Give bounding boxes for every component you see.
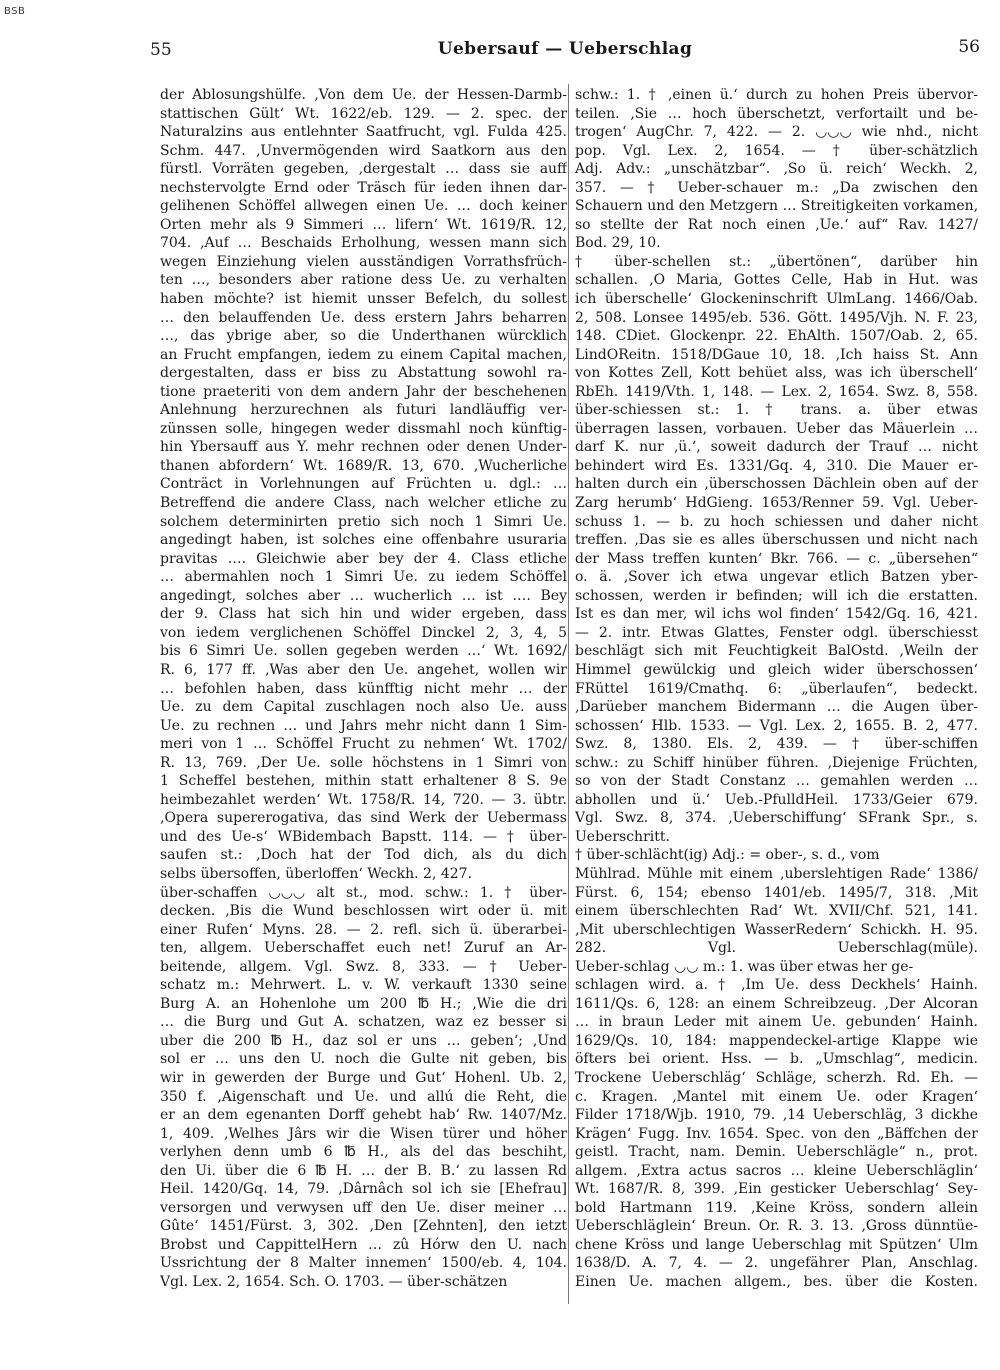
page-number-right: 56 [958,37,980,57]
text-line: Ue. zu dem Capital zuschlagen noch also Ue. auss [160,699,567,716]
text-line: schuss 1. — b. zu hoch schiessen und daher nicht [575,513,978,530]
text-line: ‚Darüeber manchem Bidermann … die Augen über- [575,699,978,716]
text-line: er an dem egenanten Dorff gehebt hab‘ Rw. 1407/Mz. [160,1107,567,1124]
text-line: Orten mehr als 9 Simmeri … lifern‘ Wt. 1619/R. 12, [160,216,567,233]
text-line: teilen. ‚Sie … hoch überschetzt, verfortailt und be- [575,105,978,122]
text-line: — 2. intr. Etwas Glattes, Fenster odgl. überschiesst [575,624,978,641]
running-head: Uebersauf — Ueberschlag [437,39,693,59]
text-line: so stellte der Rat noch einen ‚Ue.‘ auf“ Rav. 1427/ [575,216,978,233]
page-header [150,34,980,64]
text-line: 1611/Qs. 6, 128: an einem Schreibzeug. ‚Der Alcoran [575,995,978,1012]
text-line: über-schiessen st.: 1. † trans. a. über etwas [575,402,978,419]
text-line: Adj. Adv.: „unschätzbar“. ‚So ü. reich‘ Weckh. 2, [575,161,978,178]
text-line: behindert wird Es. 1331/Gq. 4, 310. Die Mauer er- [575,457,978,474]
text-line: … befohlen haben, dass künfftig nicht mehr … der [160,680,567,697]
text-line: o. ä. ‚Sover ich etwa ungevar etlich Batzen yber- [575,569,978,586]
text-line: Himmel gewülckig und gleich wider überschossen‘ [575,661,978,678]
text-line: zünssen solle, hingegen weder dissmahl noch künftig- [160,420,567,437]
text-line: c. Kragen. ‚Mantel mit einem Ue. oder Kragen‘ [575,1088,978,1105]
text-line: halten durch ein ‚überschossen Dächlein oben auf der [575,476,978,493]
text-line: so von der Stadt Constanz … gemahlen werden … [575,773,978,790]
text-line: LindOReitn. 1518/DGaue 10, 18. ‚Ich haiss St. Ann [575,346,978,363]
text-line: einem überschlechten Rad‘ Wt. XVII/Chf. 521, 141. [575,903,978,920]
text-line: R. 6, 177 ff. ‚Was aber den Ue. angehet, wollen wir [160,661,567,678]
text-line: pravitas …. Gleichwie aber bey der 4. Class etliche [160,550,567,567]
text-line: Mühlrad. Mühle mit einem ‚uberslehtigen Rade‘ 1386/ [575,865,978,882]
text-line: allgem. ‚Extra actus sacros … kleine Ueberschläglin‘ [575,1162,978,1179]
text-line: Conträct in Vorlehnungen auf Früchten u. dgl.: … [160,476,567,493]
text-line: versorgen und verwysen uff den Ue. diser meiner … [160,1199,567,1216]
text-line: Heil. 1420/Gq. 14, 79. ‚Dârnâch sol ich sie [Ehefrau] [160,1181,567,1198]
text-line: … die Burg und Gut A. schatzen, waz ez besser si [160,1014,567,1031]
text-line: Ist es dan mer, wil ichs wol finden‘ 1542/Gq. 16, 421. [575,606,978,623]
text-line: sol er … uns den U. noch die Gulte nit geben, bis [160,1051,567,1068]
right-column [575,86,978,1292]
text-line: Wt. 1687/R. 8, 399. ‚Ein gesticker Ueberschlag‘ Sey- [575,1181,978,1198]
text-line: FRüttel 1619/Cmathq. 6: „überlaufen“, bedeckt. [575,680,978,697]
text-line: schw.: zu Schiff hinüber führen. ‚Diejenige Früchten, [575,754,978,771]
text-line: Bod. 29, 10. [575,235,661,252]
text-line: an Frucht empfangen, iedem zu einem Capital machen, [160,346,567,363]
text-line: fürstl. Vorräten gegeben, ‚dergestalt … dass sie auff [160,161,567,178]
text-line: wegen Einziehung vielen ausständigen Vorrathsfrüch- [160,253,567,270]
text-line: Ueberschritt. [575,828,670,845]
text-line: einer Rufen‘ Myns. 28. — 2. refl. sich ü. überarbei- [160,921,567,938]
text-line: 704. ‚Auf … Beschaids Erholhung, wessen mann sich [160,235,567,252]
text-line: überragen lassen, vorbauen. Ueber das Mäuerlein … [575,420,978,437]
text-line: beitende, allgem. Vgl. Swz. 8, 333. — † Ueber- [160,958,567,975]
text-line: Gûte‘ 1451/Fürst. 3, 302. ‚Den [Zehnten], den ietzt [160,1218,567,1235]
text-line: der Ablosungshülfe. ‚Von dem Ue. der Hessen-Darmb- [160,87,567,103]
text-line: darf K. nur ‚ü.‘, soweit dadurch der Trauf … nicht [575,439,978,456]
text-line: schallen. ‚O Maria, Gottes Celle, Hab in Hut. was [575,272,978,289]
text-line: der 9. Class hat sich hin und wider ergeben, dass [160,606,567,623]
text-line: wir in gewerden der Burge und Gut‘ Hohenl. Ub. 2, [160,1069,567,1086]
text-line: und des Ue-s‘ WBidembach Bapstt. 114. — † über- [160,828,567,845]
text-line: bold Hartmann 119. ‚Keine Kröss, sondern allein [575,1199,978,1216]
text-line: 2, 508. Lonsee 1495/eb. 536. Gött. 1495/Vjh. N. F. 23, [575,309,978,326]
text-line: Vgl. Swz. 8, 374. ‚Ueberschiffung‘ SFrank Spr., s. [575,810,978,827]
text-line: 1, 409. ‚Welhes Jârs wir die Wisen türer und höher [160,1125,567,1142]
text-line: solchem determinirten pretio sich noch 1 Simri Ue. [160,513,567,530]
text-line: Burg A. an Hohenlohe um 200 ℔ H.; ‚Wie die dri [160,995,567,1012]
text-line: den Ui. über die 6 ℔ H. … der B. B.‘ zu lassen Rd [160,1162,567,1179]
text-line: Filder 1718/Wjb. 1910, 79. ‚14 Ueberschläg, 3 dickhe [575,1107,978,1124]
text-line: ten, allgem. Ueberschaffet euch net! Zuruf an Ar- [160,940,567,957]
text-line: † über-schellen st.: „übertönen“, darüber hin [575,253,978,270]
text-line: schossen‘ Hlb. 1533. — Vgl. Lex. 2, 1655. B. 2, 477. [575,717,978,734]
text-line: ‚Opera supererogativa, das sind Werk der Uebermass [160,810,567,827]
text-line: angedingt, solches aber … wucherlich … ist …. Bey [160,587,567,604]
text-line: … den belauffenden Ue. dess erstern Jahrs beharren [160,309,567,326]
text-line: saufen st.: ‚Doch hat der Tod dich, als du dich [160,847,567,864]
text-line: … in braun Leder mit ainem Ue. gebunden‘ Hainh. [575,1014,978,1031]
text-line: … abermahlen noch 1 Simri Ue. zu iedem Schöffel [160,569,567,586]
text-line: Vgl. Lex. 2, 1654. Sch. O. 1703. — über-schätzen [160,1274,508,1290]
text-line: trogen‘ AugChr. 7, 422. — 2. ◡◡◡ wie nhd., nicht [575,124,978,141]
text-line: Fürst. 6, 154; ebenso 1401/eb. 1495/7, 318. ‚Mit [575,884,978,901]
text-line: Ue. zu rechnen … und Jahrs mehr nicht dann 1 Sim- [160,717,567,734]
text-line: heimbezahlet werden‘ Wt. 1758/R. 14, 720. — 3. übtr. [160,791,567,808]
text-line: Schauern und den Metzgern … Streitigkeiten vorkamen, [575,198,978,215]
text-line: Schm. 447. ‚Unvermögenden wird Saatkorn aus den [160,142,567,159]
text-line: schossen, werden ir befinden; will ich die erstatten. [575,587,978,604]
text-line: Ussrichtung der 8 Malter innemen‘ 1500/eb. 4, 104. [160,1255,567,1272]
text-line: R. 13, 769. ‚Der Ue. solle höchstens in 1 Simri von [160,754,567,771]
text-line: Einen Ue. machen allgem., bes. über die Kosten. [575,1274,978,1290]
page-number-left: 55 [150,40,172,60]
text-line: Anlehnung herzurechnen als futuri landläuffig ver- [160,402,567,419]
text-line: RbEh. 1419/Vth. 1, 148. — Lex. 2, 1654. Swz. 8, 558. [575,383,978,400]
text-line: Betreffend die andere Class, nach welcher etliche zu [160,495,567,512]
column-divider [568,84,569,1304]
text-line: tione praeteriti von dem andern Jahr der beschehenen [160,383,567,400]
text-line: beschlägt sich mit Feuchtigkeit BalOstd. ‚Weiln der [575,643,978,660]
text-line: Trockene Ueberschläg‘ Schläge, scherzh. Rd. Eh. — [575,1069,978,1086]
text-line: chene Kröss und lange Ueberschlag mit Spützen‘ Ulm [575,1236,978,1253]
text-line: Krägen‘ Fugg. Inv. 1654. Spec. von den „Bäffchen der [575,1125,978,1142]
text-line: Ueber-schlag ◡◡ m.: 1. was über etwas her ge- [575,958,914,975]
text-line: öfters bei orient. Hss. — b. „Umschlag“, medicin. [575,1051,978,1068]
text-line: gelihenen Schöffel allwegen einen Ue. … doch keiner [160,198,567,215]
text-line: der Mass treffen kunten‘ Bkr. 766. — c. „übersehen“ [575,550,978,567]
text-line: 282. Vgl. Ueberschlag(müle). [575,940,978,957]
library-stamp: BSB [4,6,26,17]
text-line: schw.: 1. † ‚einen ü.‘ durch zu hohen Preis übervor- [575,87,978,103]
text-line: 1 Scheffel bestehen, mithin statt erhaltener 8 S. 9e [160,773,567,790]
text-line: schatz m.: Mehrwert. L. v. W. verkauft 1330 seine [160,977,567,994]
text-line: nechstervolgte Ernd oder Träsch für ieden ihnen dar- [160,179,567,196]
text-line: selbs übersoffen, überloffen‘ Weckh. 2, 427. [160,865,473,882]
text-line: schlagen wird. a. † ‚Im Ue. dess Deckhels‘ Hainh. [575,977,978,994]
text-line: decken. ‚Bis die Wund beschlossen wirt oder ü. mit [160,903,567,920]
text-line: dergestalten, dass er biss zu Abstattung sowohl ra- [160,365,567,382]
text-line: verlyhen denn umb 6 ℔ H., als del das beschiht, [160,1144,567,1161]
text-line: treffen. ‚Das sie es alles überschussen und nicht nach [575,532,978,549]
text-line: geistl. Tracht, nam. Demin. Ueberschlägle“ n., prot. [575,1144,978,1161]
text-line: ich überschelle‘ Glockeninschrift UlmLang. 1466/Oab. [575,291,978,308]
text-line: ‚Mit uberschlechtigen WasserRedern‘ Schickh. H. 95. [575,921,978,938]
text-line: von iedem verglichenen Schöffel Dinckel 2, 3, 4, 5 [160,624,567,641]
text-line: von Kottes Zell, Kott behüet alss, was ich überschell‘ [575,365,978,382]
text-line: † über-schlächt(ig) Adj.: = ober-, s. d., vom [575,847,880,864]
text-line: uber die 200 ℔ H., daz sol er uns … geben‘; ‚Und [160,1032,567,1049]
text-line: …, das ybrige aber, so die Underthanen würcklich [160,328,567,345]
text-line: Swz. 8, 1380. Els. 2, 439. — † über-schiffen [575,736,978,753]
text-line: stattischen Gült‘ Wt. 1622/eb. 129. — 2. spec. der [160,105,567,122]
text-line: thanen abfordern‘ Wt. 1689/R. 13, 670. ‚Wucherliche [160,457,567,474]
text-line: Zarg herumb‘ HdGieng. 1653/Renner 59. Vgl. Ueber- [575,495,978,512]
text-line: Brobst und CappittelHern … zû Hórw den U. nach [160,1236,567,1253]
text-line: 350 f. ‚Aigenschaft und Ue. und allú die Reht, die [160,1088,567,1105]
text-line: Naturalzins aus entlehnter Saatfrucht, vgl. Fulda 425. [160,124,567,141]
left-column [160,86,567,1292]
text-line: abhollen und ü.‘ Ueb.-PfulldHeil. 1733/Geier 679. [575,791,978,808]
text-line: meri von 1 … Schöffel Frucht zu nehmen‘ Wt. 1702/ [160,736,567,753]
text-line: 1629/Qs. 10, 184: mappendeckel-artige Klappe wie [575,1032,978,1049]
text-line: ten …, besonders aber ratione dess Ue. zu verhalten [160,272,567,289]
text-line: angedingt haben, ist solches eine offenbahre usuraria [160,532,567,549]
text-line: 357. — † Ueber-schauer m.: „Da zwischen den [575,179,978,196]
text-line: Ueberschläglein‘ Breun. Or. R. 3. 13. ‚Gross dünntüe- [575,1218,978,1235]
text-line: über-schaffen ◡◡◡ alt st., mod. schw.: 1. † über- [160,884,567,901]
text-line: hin Ybersauff aus Y. mehr rechnen oder denen Under- [160,439,567,456]
text-line: haben möchte? ist hiemit unsser Befelch, du sollest [160,291,567,308]
text-line: pop. Vgl. Lex. 2, 1654. — † über-schätzlich [575,142,978,159]
text-line: bis 6 Simri Ue. sollen gegeben werden …‘ Wt. 1692/ [160,643,567,660]
text-line: 1638/D. A. 7, 4. — 2. ungefährer Plan, Anschlag. [575,1255,978,1272]
text-line: 148. CDiet. Glockenpr. 22. EhAlth. 1507/Oab. 2, 65. [575,328,978,345]
